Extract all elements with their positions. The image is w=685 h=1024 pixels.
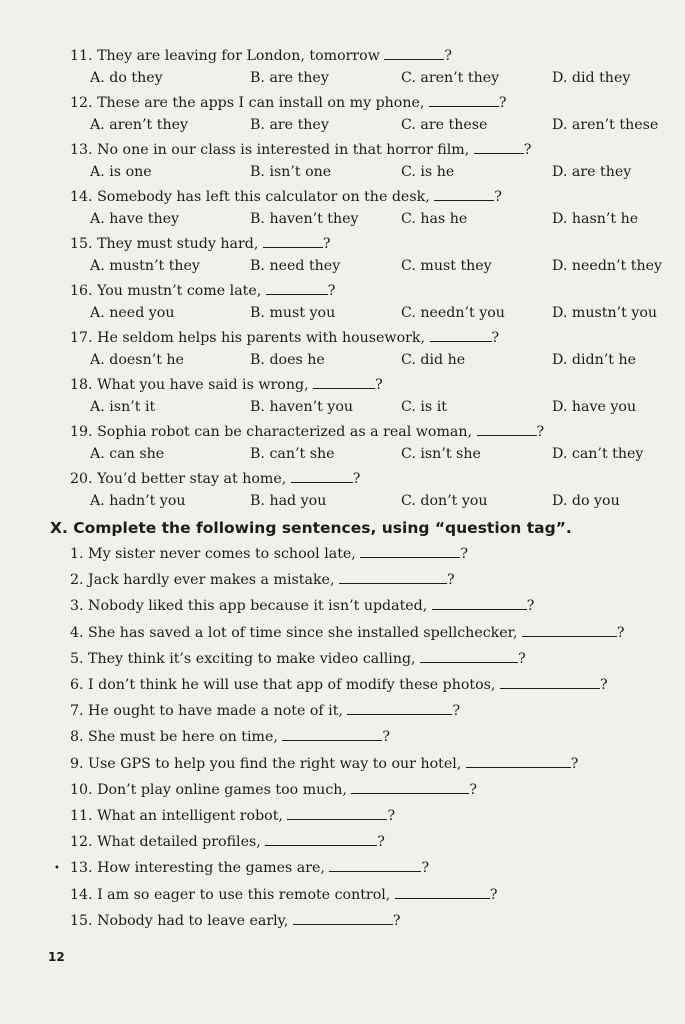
- page-number: 12: [48, 950, 65, 964]
- question-text: 5. They think it’s exciting to make video calling,: [70, 651, 416, 667]
- answer-blank[interactable]: [287, 805, 387, 820]
- tag-question: [70, 674, 670, 694]
- question-mark: ?: [387, 808, 396, 824]
- option-a[interactable]: A. do they: [90, 70, 163, 86]
- answer-blank[interactable]: [429, 92, 499, 107]
- question-text: 2. Jack hardly ever makes a mistake,: [70, 572, 335, 588]
- option-b[interactable]: B. can’t she: [250, 446, 335, 462]
- answer-options: [90, 257, 680, 275]
- answer-options: [90, 163, 680, 181]
- mc-question: [70, 280, 670, 300]
- question-mark: ?: [489, 887, 498, 903]
- answer-blank[interactable]: [339, 569, 447, 584]
- question-mark: ?: [352, 471, 361, 487]
- answer-blank[interactable]: [293, 910, 393, 925]
- answer-blank[interactable]: [313, 374, 375, 389]
- tag-question: [70, 595, 670, 615]
- question-text: 19. Sophia robot can be characterized as a real woman,: [70, 424, 473, 440]
- question-mark: ?: [446, 572, 455, 588]
- question-mark: ?: [469, 782, 478, 798]
- question-text: 18. What you have said is wrong,: [70, 377, 309, 393]
- option-b[interactable]: B. haven’t you: [250, 399, 354, 415]
- mc-question: [70, 139, 670, 159]
- mc-question: [70, 233, 670, 253]
- question-mark: ?: [327, 283, 336, 299]
- question-text: 14. I am so eager to use this remote control,: [70, 887, 391, 903]
- mc-question: [70, 327, 670, 347]
- question-mark: ?: [523, 142, 532, 158]
- option-a[interactable]: A. can she: [90, 446, 165, 462]
- tag-question: [70, 857, 670, 877]
- option-d[interactable]: D. aren’t these: [552, 117, 659, 133]
- question-mark: ?: [494, 189, 502, 205]
- mc-question: [70, 468, 670, 488]
- option-d[interactable]: D. did they: [552, 70, 631, 86]
- question-mark: ?: [382, 729, 391, 745]
- tag-question: [70, 831, 670, 851]
- answer-options: [90, 116, 680, 134]
- option-c[interactable]: C. did he: [401, 352, 466, 368]
- question-text: 17. He seldom helps his parents with housework,: [70, 330, 426, 346]
- option-c[interactable]: C. isn’t she: [401, 446, 481, 462]
- tag-question: [70, 543, 670, 563]
- answer-blank[interactable]: [265, 831, 377, 846]
- option-b[interactable]: B. does he: [250, 352, 325, 368]
- question-text: 4. She has saved a lot of time since she installed spellchecker,: [70, 625, 518, 641]
- tag-question: [70, 622, 670, 642]
- option-b[interactable]: B. isn’t one: [250, 164, 332, 180]
- option-b[interactable]: B. must you: [250, 305, 336, 321]
- mc-question: [70, 186, 670, 206]
- question-text: 12. These are the apps I can install on my phone,: [70, 95, 425, 111]
- answer-blank[interactable]: [291, 468, 353, 483]
- mc-question: [70, 45, 670, 65]
- option-a[interactable]: A. aren’t they: [90, 117, 189, 133]
- option-a[interactable]: A. have they: [90, 211, 180, 227]
- answer-blank[interactable]: [420, 648, 518, 663]
- question-mark: ?: [322, 236, 331, 252]
- option-b[interactable]: B. had you: [250, 493, 327, 509]
- question-mark: ?: [421, 860, 430, 876]
- option-d[interactable]: D. needn’t they: [552, 258, 663, 274]
- question-text: 13. No one in our class is interested in that horror film,: [70, 142, 470, 158]
- option-b[interactable]: B. need they: [250, 258, 341, 274]
- option-c[interactable]: C. needn’t you: [401, 305, 505, 321]
- question-text: 15. They must study hard,: [70, 236, 259, 252]
- answer-options: [90, 69, 680, 87]
- answer-blank[interactable]: [466, 753, 571, 768]
- tag-question: [70, 726, 670, 746]
- question-mark: ?: [392, 913, 401, 929]
- tag-question: [70, 805, 670, 825]
- question-mark: ?: [375, 377, 383, 393]
- tag-question: [70, 700, 670, 720]
- answer-options: [90, 492, 680, 510]
- option-d[interactable]: D. didn’t he: [552, 352, 636, 368]
- question-text: 6. I don’t think he will use that app of modify these photos,: [70, 677, 496, 693]
- answer-blank[interactable]: [282, 726, 382, 741]
- bullet-mark: •: [54, 863, 60, 874]
- option-b[interactable]: B. are they: [250, 117, 329, 133]
- option-d[interactable]: D. hasn’t he: [552, 211, 639, 227]
- answer-blank[interactable]: [477, 421, 537, 436]
- answer-options: [90, 304, 680, 322]
- tag-question: [70, 569, 670, 589]
- option-c[interactable]: C. don’t you: [401, 493, 488, 509]
- question-mark: ?: [498, 95, 507, 111]
- answer-blank[interactable]: [434, 186, 494, 201]
- mc-question: [70, 374, 670, 394]
- tag-question: [70, 884, 670, 904]
- question-text: 3. Nobody liked this app because it isn’t updated,: [70, 598, 428, 614]
- answer-blank[interactable]: [329, 857, 421, 872]
- question-text: 20. You’d better stay at home,: [70, 471, 287, 487]
- question-mark: ?: [444, 48, 452, 64]
- question-mark: ?: [518, 651, 526, 667]
- question-mark: ?: [460, 546, 468, 562]
- question-text: 8. She must be here on time,: [70, 729, 278, 745]
- option-a[interactable]: A. is one: [90, 164, 152, 180]
- answer-blank[interactable]: [395, 884, 490, 899]
- question-mark: ?: [570, 756, 579, 772]
- option-d[interactable]: D. do you: [552, 493, 620, 509]
- question-text: 10. Don’t play online games too much,: [70, 782, 347, 798]
- option-a[interactable]: A. doesn’t he: [90, 352, 184, 368]
- tag-question: [70, 648, 670, 668]
- answer-blank[interactable]: [351, 779, 469, 794]
- tag-question: [70, 779, 670, 799]
- tag-question: [70, 910, 670, 930]
- question-text: 11. What an intelligent robot,: [70, 808, 283, 824]
- option-d[interactable]: D. have you: [552, 399, 637, 415]
- option-a[interactable]: A. need you: [90, 305, 175, 321]
- question-text: 11. They are leaving for London, tomorrow: [70, 48, 380, 64]
- answer-blank[interactable]: [432, 595, 527, 610]
- question-mark: ?: [616, 625, 625, 641]
- answer-blank[interactable]: [522, 622, 617, 637]
- question-text: 1. My sister never comes to school late,: [70, 546, 356, 562]
- question-text: 12. What detailed profiles,: [70, 834, 261, 850]
- answer-blank[interactable]: [430, 327, 492, 342]
- question-mark: ?: [452, 703, 461, 719]
- answer-blank[interactable]: [474, 139, 524, 154]
- option-c[interactable]: C. must they: [401, 258, 492, 274]
- question-text: 13. How interesting the games are,: [70, 860, 325, 876]
- answer-blank[interactable]: [263, 233, 323, 248]
- question-text: 7. He ought to have made a note of it,: [70, 703, 343, 719]
- mc-question: [70, 421, 670, 441]
- question-text: 16. You mustn’t come late,: [70, 283, 262, 299]
- answer-blank[interactable]: [347, 700, 452, 715]
- option-c[interactable]: C. aren’t they: [401, 70, 500, 86]
- question-text: 9. Use GPS to help you find the right way to our hotel,: [70, 756, 462, 772]
- answer-blank[interactable]: [384, 45, 444, 60]
- answer-blank[interactable]: [360, 543, 460, 558]
- tag-question: [70, 753, 670, 773]
- answer-blank[interactable]: [266, 280, 328, 295]
- option-d[interactable]: D. mustn’t you: [552, 305, 658, 321]
- question-mark: ?: [599, 677, 608, 693]
- option-c[interactable]: C. has he: [401, 211, 468, 227]
- option-a[interactable]: A. mustn’t they: [90, 258, 200, 274]
- option-c[interactable]: C. are these: [401, 117, 488, 133]
- question-text: 15. Nobody had to leave early,: [70, 913, 289, 929]
- question-mark: ?: [526, 598, 535, 614]
- option-c[interactable]: C. is it: [401, 399, 447, 415]
- question-mark: ?: [536, 424, 545, 440]
- option-a[interactable]: A. hadn’t you: [90, 493, 186, 509]
- option-a[interactable]: A. isn’t it: [90, 399, 156, 415]
- answer-blank[interactable]: [500, 674, 600, 689]
- mc-question: [70, 92, 670, 112]
- section-x-heading: X. Complete the following sentences, using “question tag”.: [50, 519, 572, 537]
- option-d[interactable]: D. are they: [552, 164, 632, 180]
- option-c[interactable]: C. is he: [401, 164, 455, 180]
- question-mark: ?: [377, 834, 385, 850]
- option-d[interactable]: D. can’t they: [552, 446, 644, 462]
- answer-options: [90, 351, 680, 369]
- option-b[interactable]: B. are they: [250, 70, 329, 86]
- answer-options: [90, 445, 680, 463]
- question-mark: ?: [491, 330, 500, 346]
- option-b[interactable]: B. haven’t they: [250, 211, 359, 227]
- answer-options: [90, 210, 680, 228]
- answer-options: [90, 398, 680, 416]
- question-text: 14. Somebody has left this calculator on the desk,: [70, 189, 430, 205]
